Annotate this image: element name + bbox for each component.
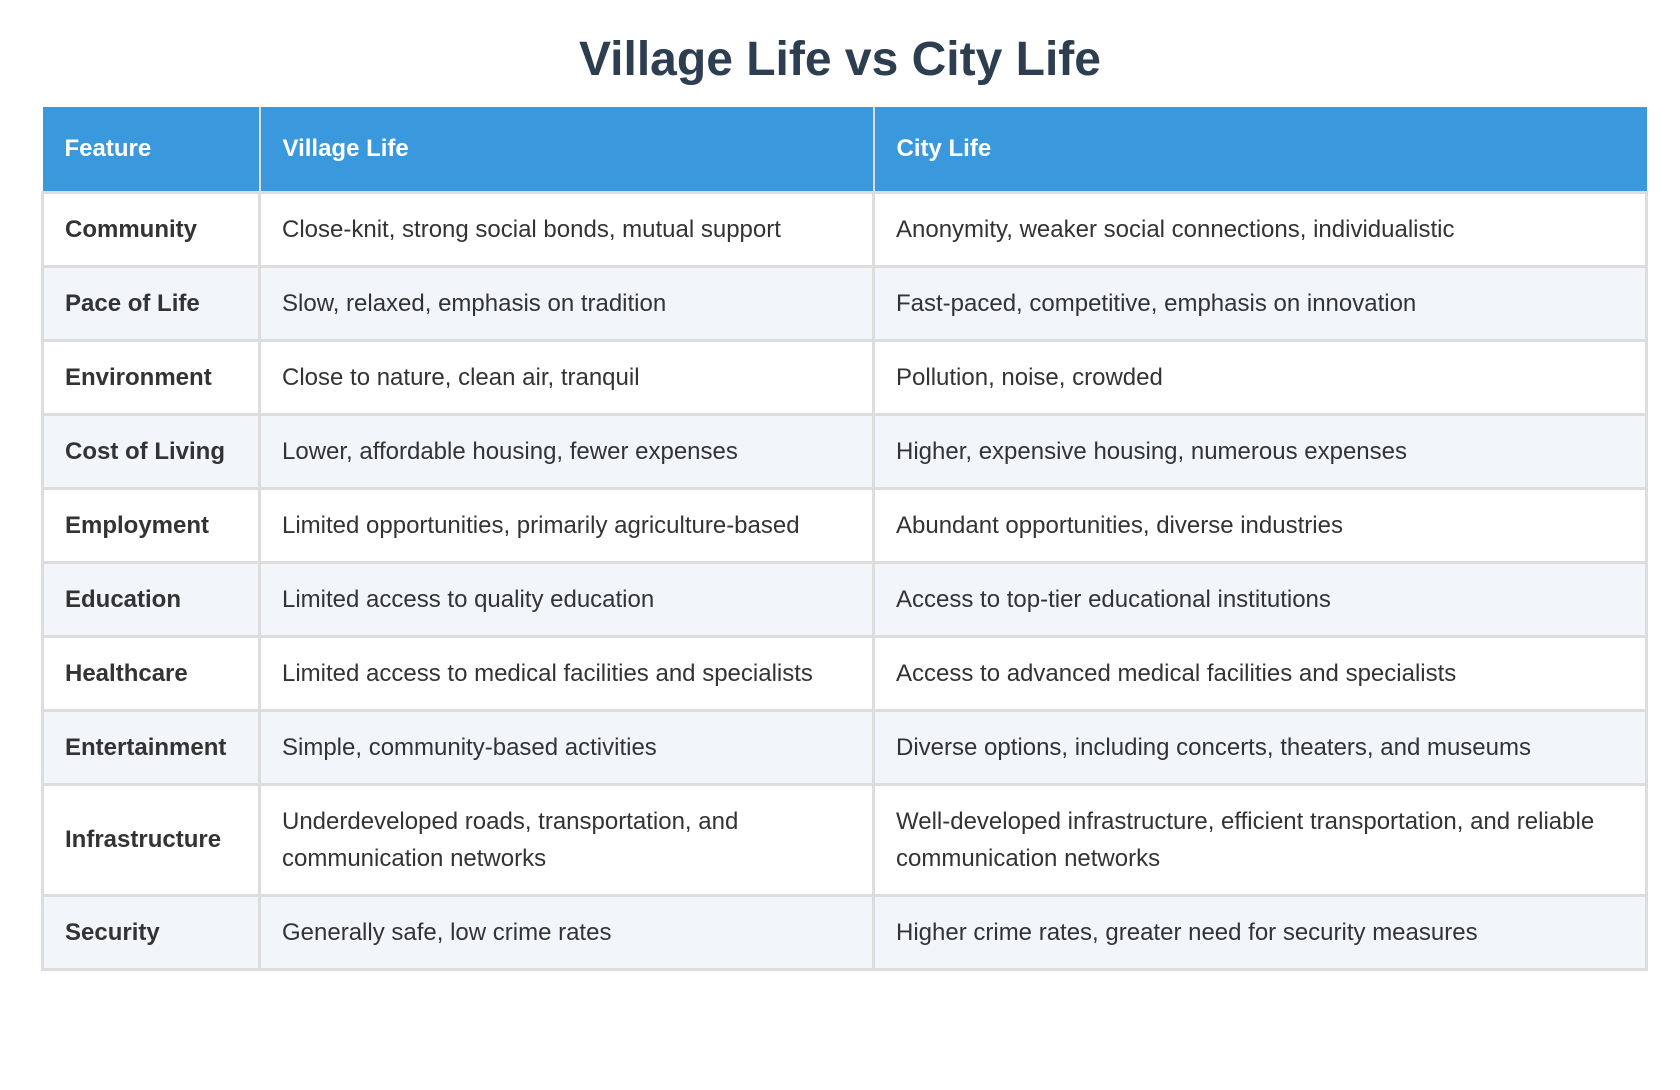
table-header: [43, 107, 1647, 192]
page-title: Village Life vs City Life: [579, 33, 1101, 86]
city-cell: Higher crime rates, greater need for security measures: [874, 895, 1647, 969]
village-cell: Close-knit, strong social bonds, mutual support: [260, 192, 874, 266]
feature-cell: Environment: [43, 340, 260, 414]
comparison-table: [41, 107, 1648, 971]
feature-cell: Infrastructure: [43, 784, 260, 895]
city-cell: Diverse options, including concerts, theaters, and museums: [874, 710, 1647, 784]
table-row: [43, 636, 1647, 710]
city-cell: Pollution, noise, crowded: [874, 340, 1647, 414]
table-row: [43, 784, 1647, 895]
feature-cell: Security: [43, 895, 260, 969]
header-city-life: City Life: [874, 107, 1647, 192]
table-row: [43, 414, 1647, 488]
table-row: [43, 340, 1647, 414]
header-row: [43, 107, 1647, 192]
table-body: [43, 192, 1647, 969]
village-cell: Underdeveloped roads, transportation, and communication networks: [260, 784, 874, 895]
table-row: [43, 710, 1647, 784]
table-row: [43, 895, 1647, 969]
village-cell: Close to nature, clean air, tranquil: [260, 340, 874, 414]
city-cell: Higher, expensive housing, numerous expenses: [874, 414, 1647, 488]
feature-cell: Cost of Living: [43, 414, 260, 488]
village-cell: Limited access to medical facilities and specialists: [260, 636, 874, 710]
village-cell: Simple, community-based activities: [260, 710, 874, 784]
city-cell: Fast-paced, competitive, emphasis on innovation: [874, 266, 1647, 340]
feature-cell: Education: [43, 562, 260, 636]
header-village-life: Village Life: [260, 107, 874, 192]
city-cell: Abundant opportunities, diverse industries: [874, 488, 1647, 562]
feature-cell: Employment: [43, 488, 260, 562]
city-cell: Well-developed infrastructure, efficient transportation, and reliable communication networks: [874, 784, 1647, 895]
table-row: [43, 488, 1647, 562]
village-cell: Lower, affordable housing, fewer expenses: [260, 414, 874, 488]
table-row: [43, 562, 1647, 636]
table-row: [43, 192, 1647, 266]
feature-cell: Pace of Life: [43, 266, 260, 340]
table-row: [43, 266, 1647, 340]
city-cell: Anonymity, weaker social connections, individualistic: [874, 192, 1647, 266]
header-feature: Feature: [43, 107, 260, 192]
city-cell: Access to advanced medical facilities and specialists: [874, 636, 1647, 710]
feature-cell: Community: [43, 192, 260, 266]
village-cell: Generally safe, low crime rates: [260, 895, 874, 969]
village-cell: Limited opportunities, primarily agriculture-based: [260, 488, 874, 562]
village-cell: Limited access to quality education: [260, 562, 874, 636]
feature-cell: Entertainment: [43, 710, 260, 784]
feature-cell: Healthcare: [43, 636, 260, 710]
city-cell: Access to top-tier educational institutions: [874, 562, 1647, 636]
village-cell: Slow, relaxed, emphasis on tradition: [260, 266, 874, 340]
